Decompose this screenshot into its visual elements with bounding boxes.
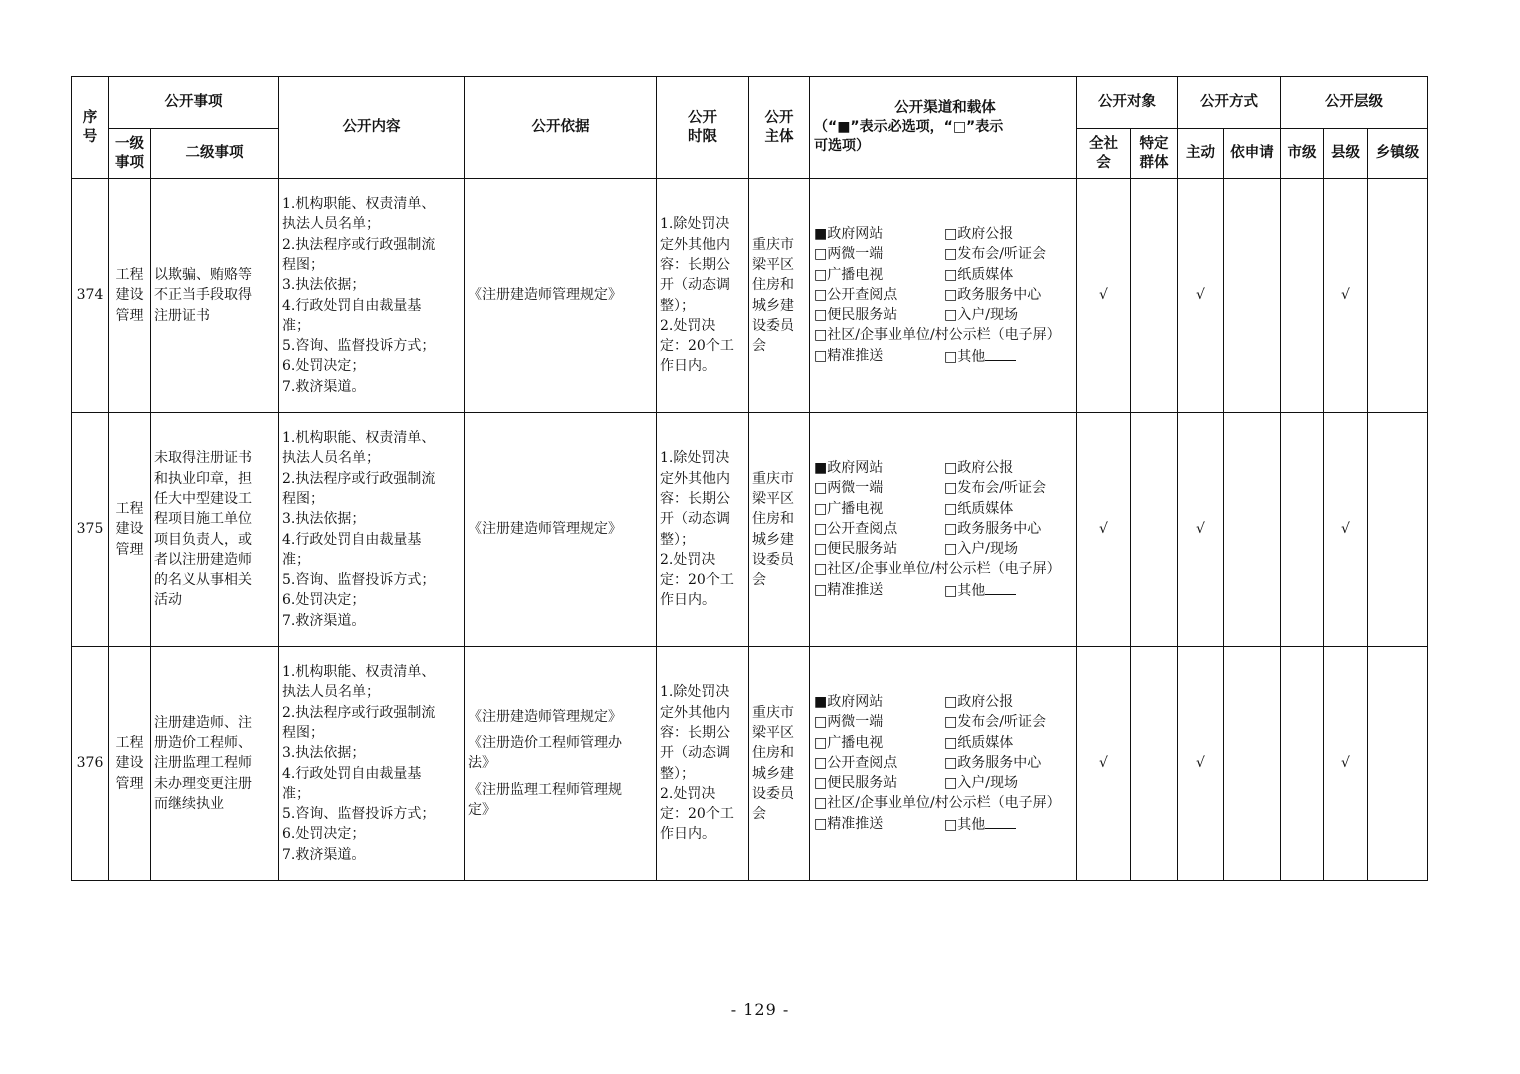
text-line: 定：20个工 — [660, 338, 734, 355]
channel-option: □政务服务中心 — [944, 754, 1042, 771]
channel-option: □精准推送 — [814, 347, 884, 364]
row-town — [1368, 179, 1428, 413]
row-active: √ — [1178, 647, 1224, 881]
text-line: 和执业印章，担 — [154, 470, 252, 487]
text-line: 《注册造价工程师管理办 — [468, 735, 622, 752]
header-seq — [72, 77, 109, 179]
channel-option: □纸质媒体 — [944, 734, 1014, 751]
text-line: 5.咨询、监督投诉方式； — [282, 338, 436, 355]
channel-option: □精准推送 — [814, 581, 884, 598]
row-channels — [810, 647, 1077, 881]
channel-option: □入户/现场 — [944, 775, 1018, 792]
row-active: √ — [1178, 413, 1224, 647]
text-line: 注册建造师、注 — [154, 714, 252, 731]
text-line: 城乡建 — [752, 531, 794, 548]
row-content — [279, 413, 465, 647]
header-level-city: 市级 — [1281, 129, 1324, 179]
text-line: 定外其他内 — [660, 704, 730, 721]
row-subject — [749, 179, 810, 413]
header-seq-line: 序 — [82, 109, 98, 126]
table-row — [72, 413, 1428, 647]
text-line: 定：20个工 — [660, 572, 734, 589]
row-city — [1281, 179, 1324, 413]
row-apply — [1224, 179, 1281, 413]
row-subject — [749, 647, 810, 881]
channel-option: □广播电视 — [814, 500, 884, 517]
channel-option: □政府公报 — [944, 225, 1014, 242]
row-county: √ — [1324, 413, 1368, 647]
row-limit — [657, 413, 749, 647]
text-line: 5.咨询、监督投诉方式； — [282, 806, 436, 823]
header-level: 公开层级 — [1281, 77, 1428, 129]
text-line: 住房和 — [752, 745, 794, 762]
text-line: 设委员 — [752, 317, 794, 334]
fill-blank — [985, 346, 1016, 361]
text-line: 管理 — [115, 307, 144, 324]
text-line: 者以注册建造师 — [154, 551, 252, 568]
text-line: 1.除处罚决 — [660, 216, 730, 233]
text-line: 未取得注册证书 — [154, 450, 252, 467]
text-line: 重庆市 — [752, 704, 794, 721]
text-line: 活动 — [154, 592, 182, 609]
text-line: 住房和 — [752, 511, 794, 528]
header-channel-note: （“■”表示必选项，“□”表示 — [814, 119, 1004, 135]
channel-option-other — [944, 580, 1074, 601]
text-line: 注册监理工程师 — [154, 755, 252, 772]
row-limit — [657, 179, 749, 413]
text-line: 1.机构职能、权责清单、 — [282, 430, 436, 447]
header-subject-line: 主体 — [764, 128, 794, 145]
channel-option: □便民服务站 — [814, 541, 898, 558]
channel-option: □公开查阅点 — [814, 286, 898, 303]
row-seq: 374 — [72, 179, 109, 413]
row-content — [279, 179, 465, 413]
fill-blank — [985, 814, 1016, 829]
header-method-apply: 依申请 — [1224, 129, 1281, 179]
text-line: 工程 — [115, 735, 144, 752]
channel-option: □政务服务中心 — [944, 520, 1042, 537]
text-line: 梁平区 — [752, 490, 794, 507]
text-line: 《注册建造师管理规定》 — [468, 708, 622, 725]
channel-option: □政府公报 — [944, 459, 1014, 476]
text-line: 1.除处罚决 — [660, 450, 730, 467]
text-line: 梁平区 — [752, 256, 794, 273]
text-line: 《注册建造师管理规定》 — [468, 521, 622, 538]
text-line: 建设 — [115, 755, 144, 772]
header-aud-all — [1077, 129, 1131, 179]
text-line: 注册证书 — [154, 307, 210, 324]
text-line: 执法人员名单； — [282, 684, 380, 701]
channel-option: □其他 — [944, 816, 986, 833]
table-row — [72, 179, 1428, 413]
channel-option: □便民服务站 — [814, 775, 898, 792]
page-number: - 129 - — [730, 1000, 790, 1019]
text-line: 2.处罚决 — [660, 317, 716, 334]
header-limit-line: 时限 — [688, 128, 717, 145]
header-aud-group — [1131, 129, 1178, 179]
text-line: 容：长期公 — [660, 490, 730, 507]
channel-option: □政务服务中心 — [944, 286, 1042, 303]
text-line: 程图； — [282, 490, 324, 507]
channel-option: □公开查阅点 — [814, 754, 898, 771]
text-line: 6.处罚决定； — [282, 592, 366, 609]
row-level1 — [109, 647, 151, 881]
text-line: 执法人员名单； — [282, 216, 380, 233]
channel-option: ■政府网站 — [814, 459, 884, 476]
header-method: 公开方式 — [1178, 77, 1281, 129]
row-county: √ — [1324, 179, 1368, 413]
row-limit — [657, 647, 749, 881]
text-line: 容：长期公 — [660, 724, 730, 741]
text-line: 开（动态调 — [660, 277, 730, 294]
row-aud-group — [1131, 179, 1178, 413]
text-line: 2.执法程序或行政强制流 — [282, 470, 436, 487]
text-line: 6.处罚决定； — [282, 826, 366, 843]
channel-option: □便民服务站 — [814, 307, 898, 324]
channel-option: □发布会/听证会 — [944, 714, 1046, 731]
text-line: 定：20个工 — [660, 806, 734, 823]
channel-option: □纸质媒体 — [944, 266, 1014, 283]
row-subject — [749, 413, 810, 647]
row-aud-all: √ — [1077, 647, 1131, 881]
channel-option: □发布会/听证会 — [944, 246, 1046, 263]
row-apply — [1224, 413, 1281, 647]
row-level2 — [151, 179, 279, 413]
table-row — [72, 647, 1428, 881]
header-limit-line: 公开 — [688, 109, 717, 126]
fill-blank — [985, 580, 1016, 595]
row-active: √ — [1178, 179, 1224, 413]
text-line: 重庆市 — [752, 470, 794, 487]
header-channel-note: 可选项） — [814, 138, 870, 154]
row-aud-group — [1131, 647, 1178, 881]
text-line: 任大中型建设工 — [154, 490, 252, 507]
text-line: 整）； — [660, 297, 695, 314]
text-line: 准； — [282, 785, 310, 802]
channel-option: □广播电视 — [814, 266, 884, 283]
channel-option: □其他 — [944, 348, 986, 365]
row-level1 — [109, 413, 151, 647]
header-basis: 公开依据 — [465, 77, 657, 179]
header-aud-all-line: 全社 — [1089, 135, 1118, 152]
text-line: 整）； — [660, 765, 695, 782]
text-line: 准； — [282, 317, 310, 334]
text-line: 3.执法依据； — [282, 745, 366, 762]
row-aud-all: √ — [1077, 179, 1131, 413]
text-line: 《注册建造师管理规定》 — [468, 287, 622, 304]
text-line: 1.机构职能、权责清单、 — [282, 196, 436, 213]
header-seq-line: 号 — [82, 128, 98, 145]
text-line: 城乡建 — [752, 765, 794, 782]
header-content: 公开内容 — [279, 77, 465, 179]
row-level2 — [151, 413, 279, 647]
text-line: 不正当手段取得 — [154, 287, 252, 304]
channel-option: □社区/企事业单位/村公示栏（电子屏） — [814, 795, 1061, 812]
channel-option: ■政府网站 — [814, 225, 884, 242]
text-line: 2.执法程序或行政强制流 — [282, 236, 436, 253]
header-level2: 二级事项 — [151, 129, 279, 179]
text-line: 会 — [752, 806, 766, 823]
text-line: 3.执法依据； — [282, 511, 366, 528]
channel-option: □广播电视 — [814, 734, 884, 751]
text-line: 作日内。 — [660, 592, 716, 609]
text-line: 建设 — [115, 521, 144, 538]
header-limit — [657, 77, 749, 179]
header-level-county: 县级 — [1324, 129, 1368, 179]
text-line: 整）； — [660, 531, 695, 548]
row-aud-all: √ — [1077, 413, 1131, 647]
row-basis — [465, 179, 657, 413]
text-line: 程项目施工单位 — [154, 511, 252, 528]
text-line: 重庆市 — [752, 236, 794, 253]
text-line: 开（动态调 — [660, 745, 730, 762]
row-level1 — [109, 179, 151, 413]
text-line: 开（动态调 — [660, 511, 730, 528]
channel-option: □精准推送 — [814, 815, 884, 832]
row-city — [1281, 647, 1324, 881]
row-basis — [465, 413, 657, 647]
text-line: 7.救济渠道。 — [282, 846, 366, 863]
text-line: 2.处罚决 — [660, 785, 716, 802]
row-city — [1281, 413, 1324, 647]
disclosure-table — [71, 76, 1428, 881]
channel-option: □两微一端 — [814, 480, 884, 497]
header-level1-line: 一级 — [115, 135, 144, 152]
row-town — [1368, 647, 1428, 881]
channel-option-other — [944, 346, 1074, 367]
text-line: 作日内。 — [660, 358, 716, 375]
text-line: 2.执法程序或行政强制流 — [282, 704, 436, 721]
header-method-active: 主动 — [1178, 129, 1224, 179]
header-aud-all-line: 会 — [1096, 154, 1111, 171]
text-line: 工程 — [115, 267, 144, 284]
text-line: 4.行政处罚自由裁量基 — [282, 531, 422, 548]
text-line: 住房和 — [752, 277, 794, 294]
channel-option: □其他 — [944, 582, 986, 599]
channel-option: □社区/企事业单位/村公示栏（电子屏） — [814, 561, 1061, 578]
row-channels — [810, 179, 1077, 413]
header-channel-title: 公开渠道和载体 — [894, 100, 996, 116]
channel-option: □发布会/听证会 — [944, 480, 1046, 497]
header-level1-line: 事项 — [115, 154, 144, 171]
channel-option: □两微一端 — [814, 714, 884, 731]
text-line: 工程 — [115, 501, 144, 518]
text-line: 2.处罚决 — [660, 551, 716, 568]
header-audience: 公开对象 — [1077, 77, 1178, 129]
text-line: 定外其他内 — [660, 236, 730, 253]
text-line: 设委员 — [752, 551, 794, 568]
header-level1 — [109, 129, 151, 179]
text-line: 管理 — [115, 775, 144, 792]
text-line: 7.救济渠道。 — [282, 378, 366, 395]
header-aud-group-line: 群体 — [1139, 154, 1169, 171]
row-level2 — [151, 647, 279, 881]
text-line: 4.行政处罚自由裁量基 — [282, 765, 422, 782]
text-line: 程图； — [282, 256, 324, 273]
text-line: 定》 — [468, 801, 496, 818]
text-line: 会 — [752, 338, 766, 355]
text-line: 未办理变更注册 — [154, 775, 252, 792]
text-line: 的名义从事相关 — [154, 572, 252, 589]
text-line: 1.除处罚决 — [660, 684, 730, 701]
channel-option: □纸质媒体 — [944, 500, 1014, 517]
text-line: 1.机构职能、权责清单、 — [282, 664, 436, 681]
channel-option: □两微一端 — [814, 246, 884, 263]
header-subject — [749, 77, 810, 179]
text-line: 准； — [282, 551, 310, 568]
text-line: 定外其他内 — [660, 470, 730, 487]
row-basis — [465, 647, 657, 881]
row-channels — [810, 413, 1077, 647]
text-line: 梁平区 — [752, 724, 794, 741]
channel-option-other — [944, 814, 1074, 835]
text-line: 法》 — [468, 755, 496, 772]
text-line: 执法人员名单； — [282, 450, 380, 467]
channel-option: □入户/现场 — [944, 541, 1018, 558]
row-content — [279, 647, 465, 881]
header-subject-line: 公开 — [764, 109, 794, 126]
text-line: 册造价工程师、 — [154, 735, 252, 752]
text-line: 程图； — [282, 724, 324, 741]
row-seq: 375 — [72, 413, 109, 647]
text-line: 作日内。 — [660, 826, 716, 843]
row-town — [1368, 413, 1428, 647]
text-line: 建设 — [115, 287, 144, 304]
header-level-town: 乡镇级 — [1368, 129, 1428, 179]
row-apply — [1224, 647, 1281, 881]
header-channel — [810, 77, 1077, 179]
text-line: 设委员 — [752, 785, 794, 802]
text-line: 7.救济渠道。 — [282, 612, 366, 629]
row-seq: 376 — [72, 647, 109, 881]
text-line: 项目负责人，或 — [154, 531, 252, 548]
text-line: 管理 — [115, 541, 144, 558]
text-line: 城乡建 — [752, 297, 794, 314]
text-line: 6.处罚决定； — [282, 358, 366, 375]
row-aud-group — [1131, 413, 1178, 647]
text-line: 以欺骗、贿赂等 — [154, 267, 252, 284]
channel-option: □入户/现场 — [944, 307, 1018, 324]
channel-option: □政府公报 — [944, 693, 1014, 710]
text-line: 而继续执业 — [154, 795, 224, 812]
header-aud-group-line: 特定 — [1139, 135, 1169, 152]
text-line: 容：长期公 — [660, 256, 730, 273]
channel-option: □公开查阅点 — [814, 520, 898, 537]
channel-option: □社区/企事业单位/村公示栏（电子屏） — [814, 327, 1061, 344]
text-line: 《注册监理工程师管理规 — [468, 781, 622, 798]
channel-option: ■政府网站 — [814, 693, 884, 710]
row-county: √ — [1324, 647, 1368, 881]
text-line: 会 — [752, 572, 766, 589]
text-line: 5.咨询、监督投诉方式； — [282, 572, 436, 589]
header-items: 公开事项 — [109, 77, 279, 129]
text-line: 4.行政处罚自由裁量基 — [282, 297, 422, 314]
text-line: 3.执法依据； — [282, 277, 366, 294]
